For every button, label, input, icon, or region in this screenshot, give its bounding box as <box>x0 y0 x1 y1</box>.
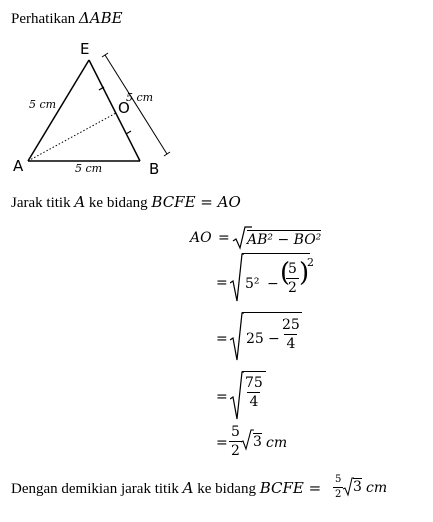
step3-fraction-num: 25 <box>282 317 300 333</box>
step1-radicand: AB² − BO² <box>247 232 322 248</box>
bottom-side-length: 5 cm <box>75 162 103 175</box>
vertex-b-label: B <box>149 160 160 178</box>
step3-fraction <box>280 318 302 351</box>
conclusion-middle: ke bidang <box>193 481 260 497</box>
step4-eq: = <box>216 389 228 405</box>
vertex-o-label: O <box>118 99 130 117</box>
step4-radical-icon <box>230 371 244 421</box>
triangle-name: ΔABE <box>78 9 123 27</box>
step3-a: 25 <box>246 331 264 347</box>
step2-fraction-den: 2 <box>288 280 297 296</box>
step5-radical-icon <box>240 429 254 451</box>
step2-eq: = <box>216 275 228 291</box>
step2-radical-icon <box>230 253 244 303</box>
segment-ao-dotted <box>28 113 116 161</box>
dimension-line <box>105 55 167 154</box>
conclusion-unit: cm <box>366 480 388 496</box>
step4-fraction-den: 4 <box>249 394 259 410</box>
statement-point: A <box>74 193 86 211</box>
step2-left-paren: ( <box>280 258 291 288</box>
tick-mark-lower <box>126 131 131 134</box>
step2-base: 5² <box>245 276 260 292</box>
step3-eq: = <box>216 331 228 347</box>
step3-radical-icon <box>230 312 244 362</box>
statement-prefix: Jarak titik <box>11 195 75 211</box>
conclusion-point: A <box>182 479 194 497</box>
right-side-length: 5 cm <box>126 91 154 104</box>
conclusion-prefix: Dengan demikian jarak titik <box>11 481 183 497</box>
statement-equation: BCFE = AO <box>151 193 241 211</box>
conclusion-line <box>11 479 321 498</box>
step5-eq: = <box>216 435 228 451</box>
left-side-length: 5 cm <box>29 98 57 111</box>
step4-fraction-num: 75 <box>245 375 263 391</box>
intro-text: Perhatikan <box>11 11 79 27</box>
step3-fraction-den: 4 <box>286 336 296 352</box>
step2-fraction-num: 5 <box>288 261 297 277</box>
step5-fraction-den: 2 <box>231 443 240 459</box>
step5-unit: cm <box>266 435 288 451</box>
statement-middle: ke bidang <box>85 195 152 211</box>
step2-minus: − <box>267 276 279 292</box>
statement-line <box>11 193 241 212</box>
step3-minus: − <box>268 331 280 347</box>
step5-fraction-num: 5 <box>231 424 240 440</box>
step2-fraction <box>286 262 299 295</box>
step1-eq: = <box>218 230 230 246</box>
vertex-e-label: E <box>80 40 90 58</box>
step4-vinculum <box>242 371 266 372</box>
step1-lhs-text: AO <box>190 230 212 246</box>
conclusion-fraction-num: 5 <box>335 474 342 485</box>
step5-radicand: 3 <box>253 434 262 450</box>
conclusion-fraction-den: 2 <box>335 489 342 500</box>
step2-outer-exponent: 2 <box>307 256 314 269</box>
dimension-end-bottom <box>164 152 170 156</box>
dimension-end-top <box>102 53 108 57</box>
step4-fraction <box>243 376 265 409</box>
step2-vinculum <box>242 253 310 254</box>
intro-line <box>11 9 123 28</box>
step3-vinculum <box>242 312 302 313</box>
conclusion-radicand: 3 <box>353 479 362 495</box>
step1-lhs <box>190 230 212 246</box>
conclusion-equation: BCFE = <box>259 479 322 497</box>
step2-right-paren: ) <box>299 258 310 288</box>
vertex-a-label: A <box>13 157 24 175</box>
side-eb <box>89 60 140 161</box>
